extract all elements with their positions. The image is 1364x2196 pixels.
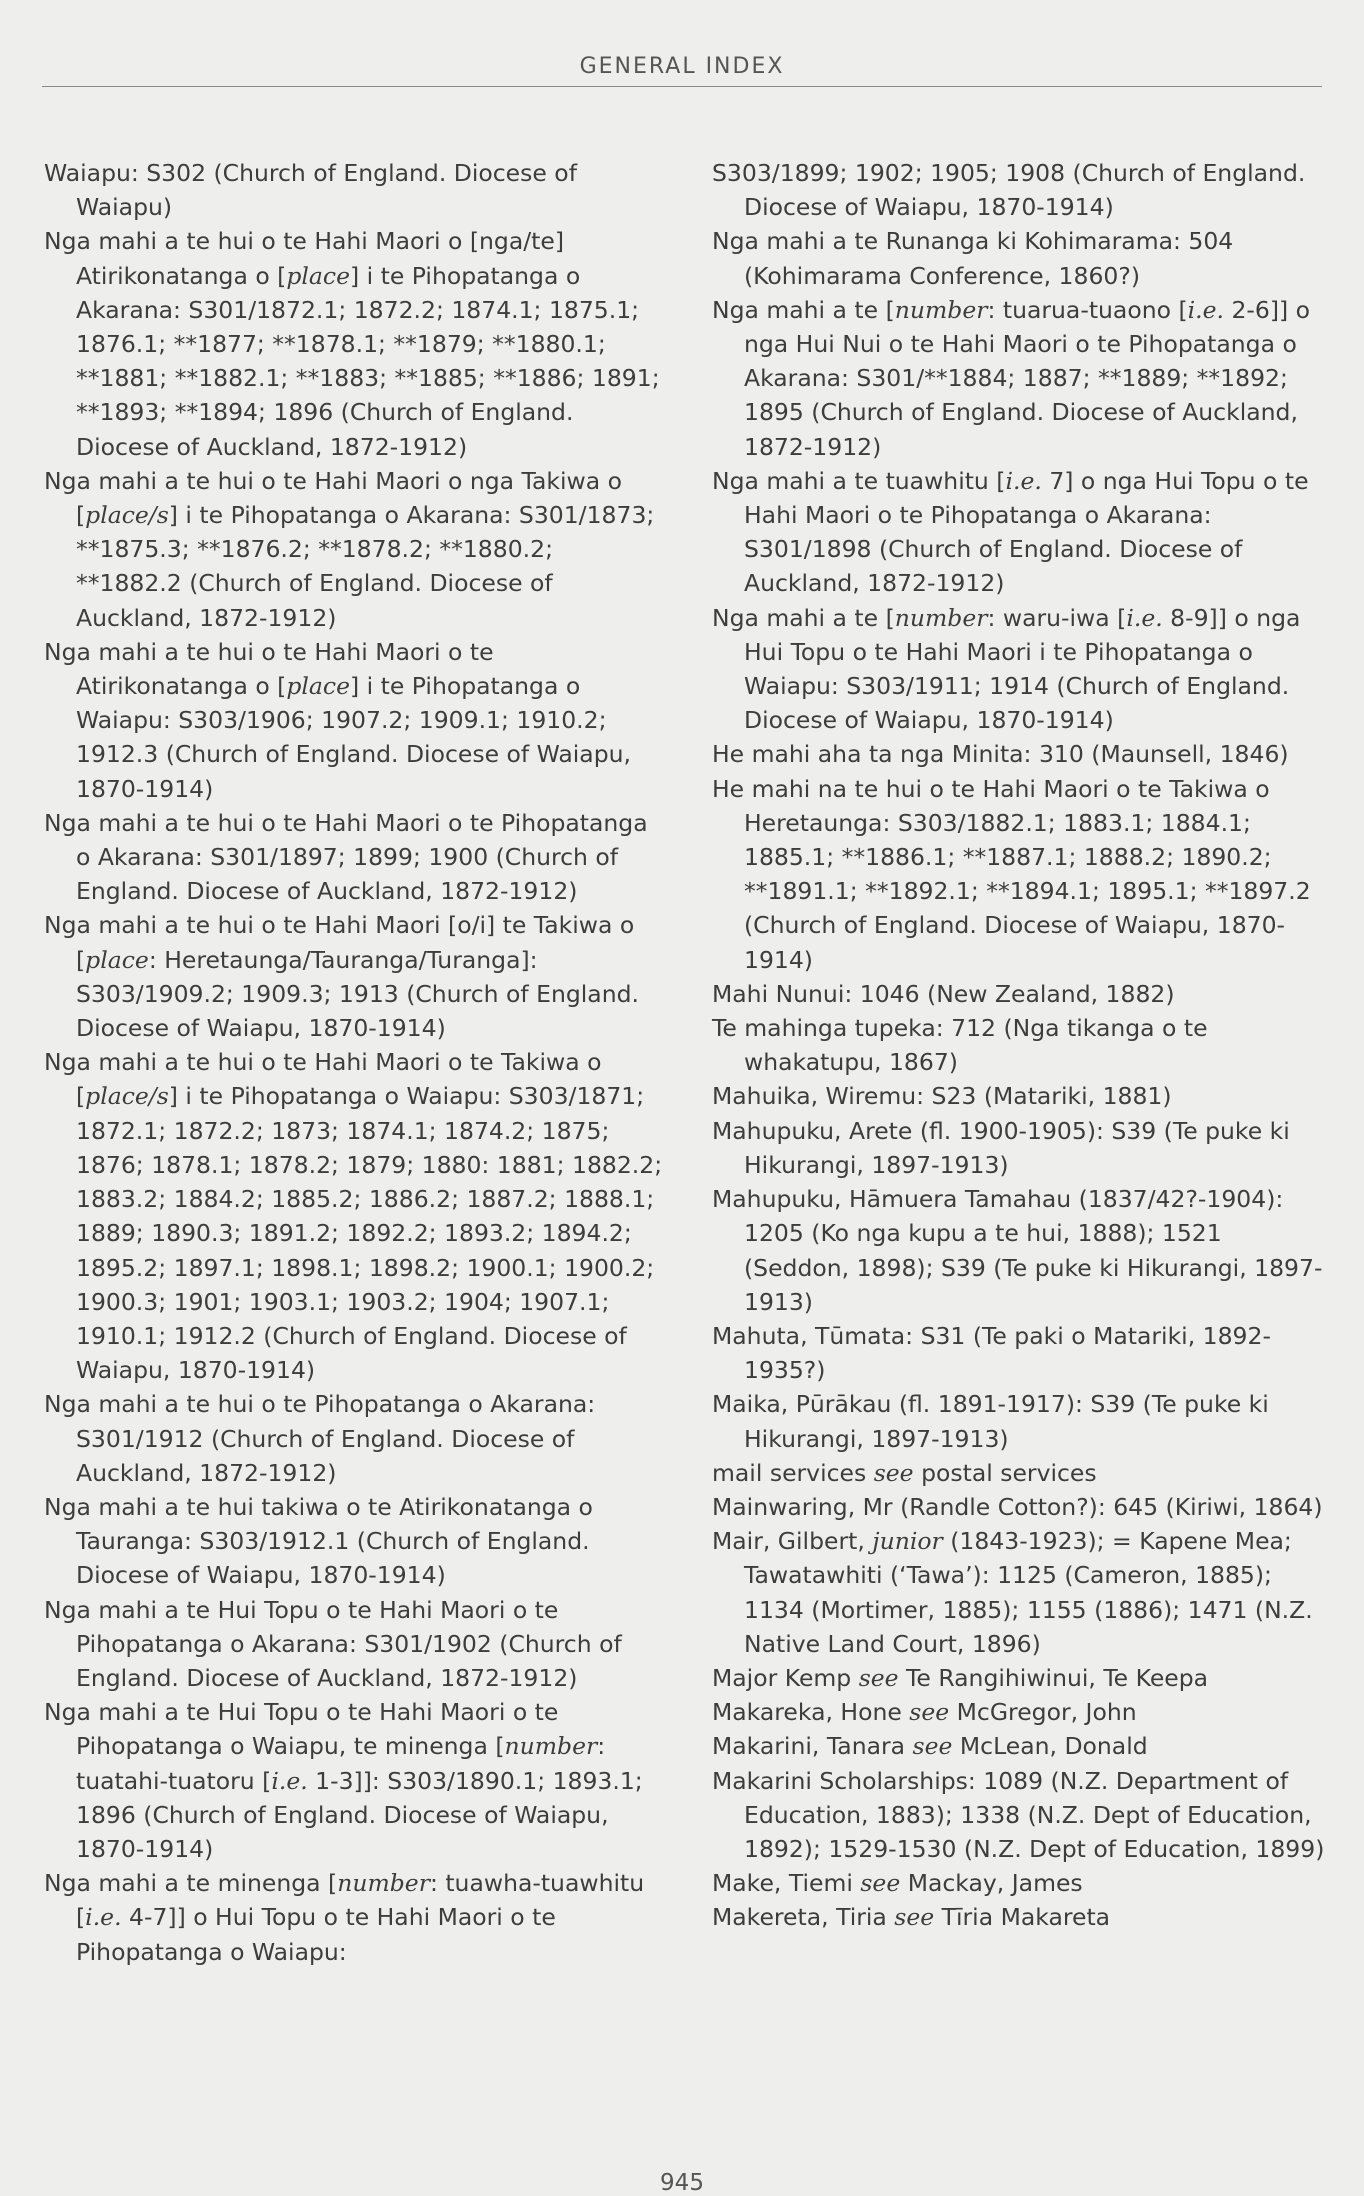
index-entry	[44, 635, 664, 806]
index-entry-text: Nga mahi a te hui takiwa o te Atirikonatanga o Tauranga: S303/1912.1 (Church of England. Diocese of Waiapu, 1870-1914)	[44, 1492, 593, 1590]
index-entry-italic: place	[85, 945, 149, 974]
index-entry-italic: junior	[872, 1527, 943, 1556]
index-entry	[712, 224, 1332, 292]
index-entry	[712, 1456, 1332, 1490]
index-entry	[44, 1045, 664, 1387]
index-entry-text: ] i te Pihopatanga o Waiapu: S303/1871; 1872.1; 1872.2; 1873; 1874.1; 1874.2; 1875; 1876; 1878.1; 1878.2; 1879; 1880: 1881; 1882.2; 1883.2; 1884.2; 1885.2; 1886.2; 1887.2; 1888.1; 1889; 1890.3; 1891.2; 1892.2; 1893.2; 1894.2; 1895.2; 1897.1; 1898.1; 1898.2; 1900.1; 1900.2; 1900.3; 1901; 1903.1; 1903.2; 1904; 1907.1; 1910.1; 1912.2 (Church of England. Diocese of Waiapu, 1870-1914)	[76, 1082, 663, 1385]
index-entry	[712, 1182, 1332, 1319]
index-entry-text: Mainwaring, Mr (Randle Cotton?): 645 (Kiriwi, 1864)	[712, 1492, 1323, 1521]
index-entry-text: He mahi aha ta nga Minita: 310 (Maunsell, 1846)	[712, 740, 1289, 769]
index-entry-text: Nga mahi a te Hui Topu o te Hahi Maori o te Pihopatanga o Akarana: S301/1902 (Church of England. Diocese of Auckland, 1872-1912)	[44, 1595, 622, 1692]
index-entry	[44, 806, 664, 909]
index-entry	[712, 772, 1332, 977]
index-entry-text: Make, Tiemi	[712, 1869, 861, 1898]
index-entry-text: : Heretaunga/Tauranga/Turanga]: S303/1909.2; 1909.3; 1913 (Church of England. Diocese of Waiapu, 1870-1914)	[76, 945, 639, 1043]
index-entry	[44, 908, 664, 1045]
index-entry-text: Te mahinga tupeka: 712 (Nga tikanga o te whakatupu, 1867)	[712, 1014, 1208, 1077]
index-entry-text: Mahupuku, Hāmuera Tamahau (1837/42?-1904): 1205 (Ko nga kupu a te hui, 1888); 1521 (Seddon, 1898); S39 (Te puke ki Hikurangi, 1897-1913)	[712, 1185, 1323, 1316]
index-entry	[712, 1866, 1332, 1900]
index-entry-text: 8-9]] o nga Hui Topu o te Hahi Maori i te Pihopatanga o Waiapu: S303/1911; 1914 (Church of England. Diocese of Waiapu, 1870-1914)	[744, 603, 1301, 735]
index-entry-italic: i.e.	[85, 1903, 122, 1932]
index-entry	[712, 1490, 1332, 1524]
index-entry-italic: place	[286, 261, 350, 290]
index-entry-text: Nga mahi a te [	[712, 603, 895, 632]
index-entry	[44, 1490, 664, 1593]
index-entry-text: Mackay, James	[900, 1869, 1083, 1898]
index-entry-text: Nga mahi a te hui o te Hahi Maori o nga Takiwa o [	[44, 466, 623, 530]
index-entry-text: Makarini Scholarships: 1089 (N.Z. Department of Education, 1883); 1338 (N.Z. Dept of Education, 1892); 1529-1530 (N.Z. Dept of Education, 1899)	[712, 1766, 1325, 1863]
index-entry-text: Maika, Pūrākau (fl. 1891-1917): S39 (Te puke ki Hikurangi, 1897-1913)	[712, 1390, 1269, 1453]
index-entry-text: Waiapu: S302 (Church of England. Diocese of Waiapu)	[44, 159, 577, 222]
index-entry	[712, 1524, 1332, 1661]
page-number: 945	[660, 2170, 704, 2196]
index-entry-italic: number	[894, 295, 988, 324]
index-entry-text: McGregor, John	[949, 1698, 1137, 1727]
index-entry-text: : tuarua-tuaono [	[987, 295, 1188, 324]
index-entry-text: (1843-1923); = Kapene Mea; Tawatawhiti (‘Tawa’): 1125 (Cameron, 1885); 1134 (Mortimer, 1885); 1155 (1886); 1471 (N.Z. Native Land Court, 1896)	[744, 1527, 1313, 1658]
index-entry-italic: see	[860, 1869, 901, 1898]
index-entry-italic: see	[909, 1698, 950, 1727]
index-entry	[44, 1593, 664, 1696]
index-entry-italic: place/s	[85, 1082, 169, 1111]
index-entry	[44, 1387, 664, 1490]
index-entry-text: Nga mahi a te hui o te Hahi Maori o te Pihopatanga o Akarana: S301/1897; 1899; 1900 (Church of England. Diocese of Auckland, 1872-1912)	[44, 808, 648, 906]
index-entry-text: Major Kemp	[712, 1663, 859, 1692]
index-entry-italic: i.e.	[271, 1766, 308, 1795]
index-entry-italic: number	[337, 1869, 430, 1898]
index-entry-text: Mahuika, Wiremu: S23 (Matariki, 1881)	[712, 1082, 1172, 1111]
index-entry-text: Nga mahi a te minenga [	[44, 1869, 338, 1898]
index-entry-text: Nga mahi a te hui o te Hahi Maori [o/i] te Takiwa o [	[44, 911, 635, 974]
index-entry-text: ] i te Pihopatanga o Waiapu: S303/1906; 1907.2; 1909.1; 1910.2; 1912.3 (Church of England. Diocese of Waiapu, 1870-1914)	[76, 672, 631, 803]
index-entry-text: 1-3]]: S303/1890.1; 1893.1; 1896 (Church of England. Diocese of Waiapu, 1870-1914)	[76, 1766, 643, 1863]
index-entry-text: Nga mahi a te hui o te Pihopatanga o Akarana: S301/1912 (Church of England. Diocese of Auckland, 1872-1912)	[44, 1390, 596, 1487]
index-entry-italic: see	[912, 1732, 953, 1761]
index-entry-italic: see	[873, 1458, 914, 1487]
index-entry-italic: i.e.	[1005, 466, 1042, 495]
index-entry-text: He mahi na te hui o te Hahi Maori o te Takiwa o Heretaunga: S303/1882.1; 1883.1; 1884.1; 1885.1; **1886.1; **1887.1; 1888.2; 1890.2; **1891.1; **1892.1; **1894.1; 1895.1; **1897.2 (Church of England. Diocese of Waiapu, 1870-1914)	[712, 774, 1311, 974]
index-entry	[712, 1114, 1332, 1182]
index-entry	[712, 601, 1332, 738]
index-entry	[44, 464, 664, 635]
index-entry-text: postal services	[913, 1458, 1097, 1487]
index-entry-text: McLean, Donald	[952, 1732, 1148, 1761]
index-entry-text: Nga mahi a te hui o te Hahi Maori o te Atirikonatanga o [	[44, 637, 494, 701]
index-entry	[44, 1695, 664, 1866]
index-entry	[712, 977, 1332, 1011]
index-entry-text: Mahi Nunui: 1046 (New Zealand, 1882)	[712, 979, 1175, 1008]
index-entry-text: : waru-iwa [	[987, 603, 1127, 632]
index-entry-italic: see	[894, 1903, 935, 1932]
index-entry-text: Nga mahi a te Hui Topu o te Hahi Maori o te Pihopatanga o Waiapu, te minenga [	[44, 1698, 559, 1761]
index-entry	[712, 1079, 1332, 1113]
index-entry	[712, 1661, 1332, 1695]
index-entry	[712, 1387, 1332, 1455]
index-entry-italic: i.e.	[1187, 295, 1224, 324]
index-entry-text: ] i te Pihopatanga o Akarana: S301/1872.1; 1872.2; 1874.1; 1875.1; 1876.1; **1877; **1878.1; **1879; **1880.1; **1881; **1882.1; **1883; **1885; **1886; 1891; **1893; **1894; 1896 (Church of England. Diocese of Auckland, 1872-1912)	[76, 261, 660, 461]
index-entry-italic: see	[858, 1663, 899, 1692]
index-entry-text: : tuatahi-tuatoru [	[76, 1732, 606, 1795]
index-entry	[712, 737, 1332, 771]
index-entry	[712, 293, 1332, 464]
index-entry-text: : tuawha-tuawhitu [	[76, 1869, 645, 1932]
index-entry-text: Mair, Gilbert,	[712, 1527, 873, 1556]
index-entry	[44, 1866, 664, 1969]
index-entry-text: Makareka, Hone	[712, 1698, 910, 1727]
index-entry-text: Tīria Makareta	[934, 1903, 1111, 1932]
index-entry-text: Nga mahi a te Runanga ki Kohimarama: 504 (Kohimarama Conference, 1860?)	[712, 227, 1234, 290]
index-column-right	[712, 156, 1332, 1935]
index-entry-text: Nga mahi a te [	[712, 295, 895, 324]
index-entry-text: Makereta, Tiria	[712, 1903, 895, 1932]
index-entry-italic: place	[286, 672, 350, 701]
index-entry	[44, 224, 664, 463]
index-entry-text: Mahuta, Tūmata: S31 (Te paki o Matariki, 1892-1935?)	[712, 1321, 1271, 1385]
index-entry-text: Mahupuku, Arete (fl. 1900-1905): S39 (Te puke ki Hikurangi, 1897-1913)	[712, 1116, 1290, 1179]
index-entry	[712, 156, 1332, 224]
index-entry-text: Makarini, Tanara	[712, 1732, 913, 1761]
index-entry-text: Nga mahi a te hui o te Hahi Maori o te Takiwa o [	[44, 1048, 602, 1111]
index-entry-text: 2-6]] o nga Hui Nui o te Hahi Maori o te Pihopatanga o Akarana: S301/**1884; 1887; **1889; **1892; 1895 (Church of England. Diocese of Auckland, 1872-1912)	[744, 295, 1311, 461]
index-entry-text: S303/1899; 1902; 1905; 1908 (Church of England. Diocese of Waiapu, 1870-1914)	[712, 159, 1306, 222]
index-entry-text: Te Rangihiwinui, Te Keepa	[898, 1663, 1209, 1692]
index-entry-text: Nga mahi a te tuawhitu [	[712, 466, 1006, 495]
index-entry	[712, 1011, 1332, 1079]
index-entry	[712, 1764, 1332, 1867]
index-entry-italic: number	[504, 1732, 598, 1761]
index-entry-italic: number	[894, 603, 988, 632]
index-entry	[712, 464, 1332, 601]
index-entry	[712, 1900, 1332, 1934]
index-entry	[712, 1695, 1332, 1729]
index-entry-text: mail services	[712, 1458, 874, 1487]
index-column-left	[44, 156, 664, 1969]
index-entry-text: 4-7]] o Hui Topu o te Hahi Maori o te Pihopatanga o Waiapu:	[76, 1903, 556, 1966]
index-entry-text: 7] o nga Hui Topu o te Hahi Maori o te Pihopatanga o Akarana: S301/1898 (Church of England. Diocese of Auckland, 1872-1912)	[744, 466, 1309, 598]
index-entry-text: ] i te Pihopatanga o Akarana: S301/1873; **1875.3; **1876.2; **1878.2; **1880.2; **1882.2 (Church of England. Diocese of Auckland, 1872-1912)	[76, 501, 655, 632]
index-entry-italic: i.e.	[1126, 603, 1163, 632]
header-rule	[42, 86, 1322, 87]
index-entry	[712, 1729, 1332, 1763]
running-header: GENERAL INDEX	[579, 54, 785, 79]
index-entry-text: Nga mahi a te hui o te Hahi Maori o [nga/te] Atirikonatanga o [	[44, 227, 565, 290]
index-entry	[44, 156, 664, 224]
index-entry	[712, 1319, 1332, 1387]
index-entry-italic: place/s	[85, 501, 169, 530]
